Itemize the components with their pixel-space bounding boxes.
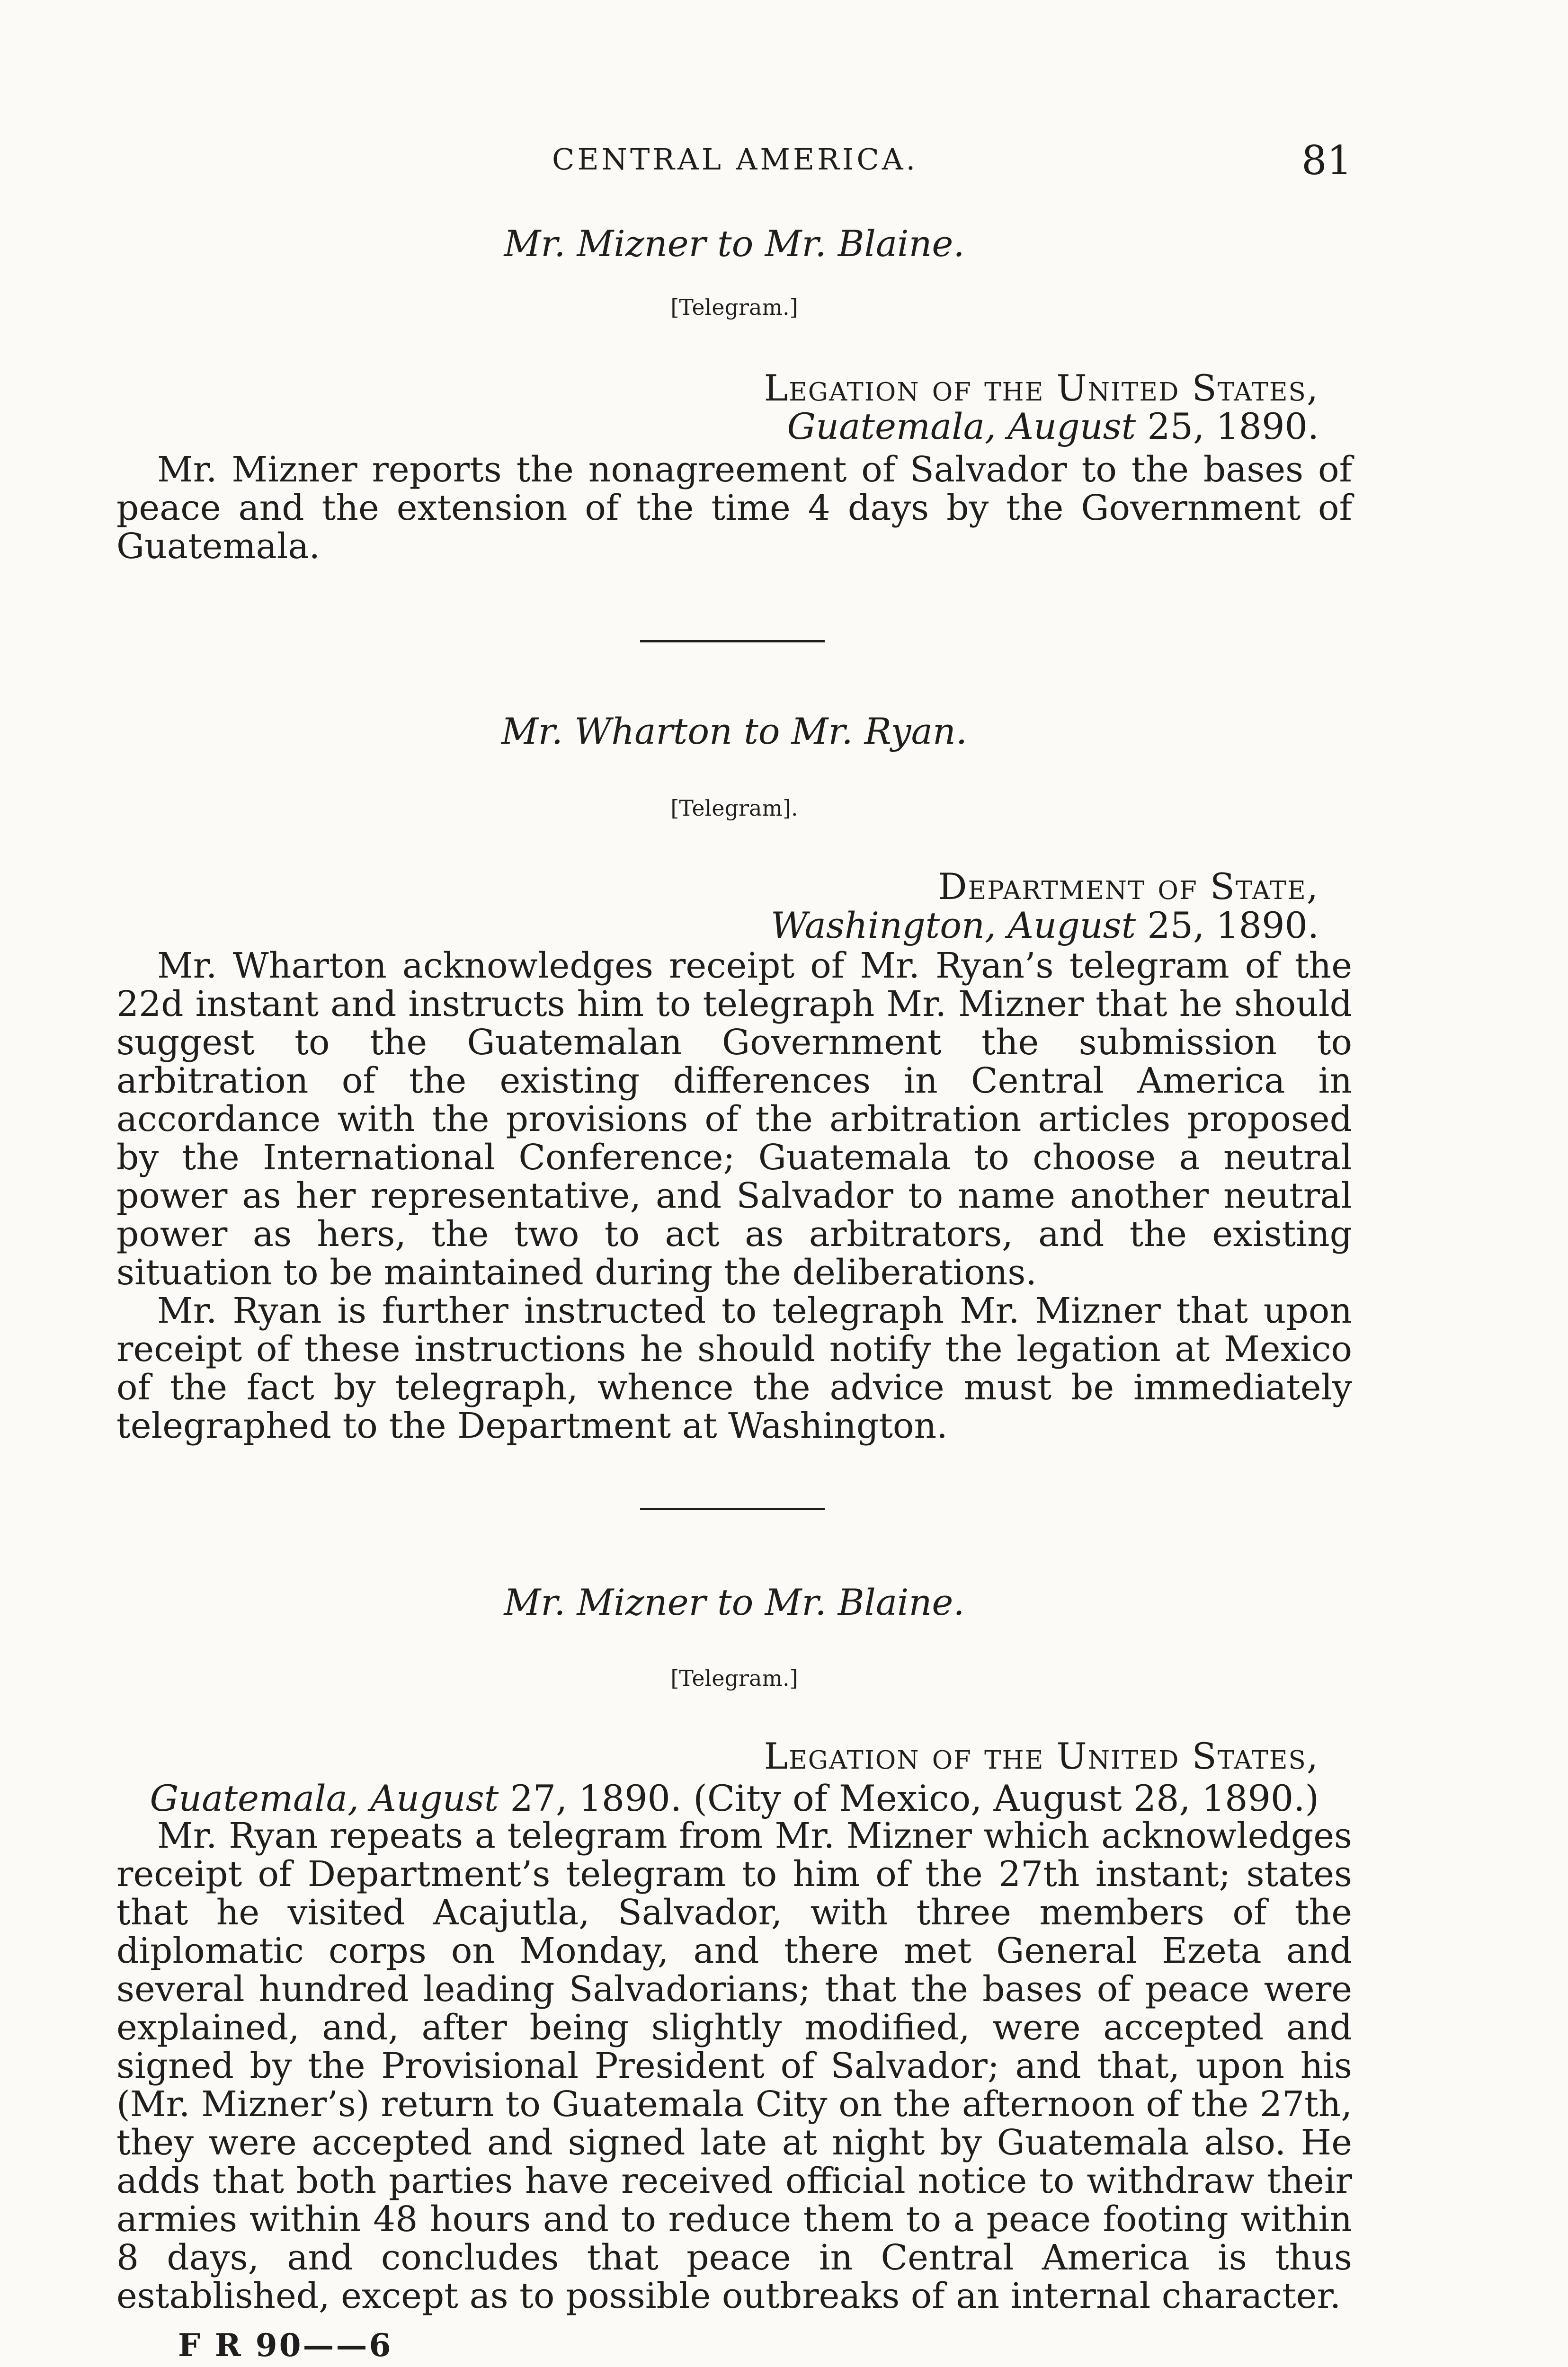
section-3-dateline-place-date xyxy=(116,1777,1319,1819)
section-divider xyxy=(640,640,825,642)
section-1-body xyxy=(116,451,1352,566)
section-3-dateline-date: 27, 1890. xyxy=(510,1777,682,1819)
section-2-telegram-tag: [Telegram]. xyxy=(670,795,798,821)
signature-mark: F R 90——6 xyxy=(178,2327,393,2364)
section-1-heading: Mr. Mizner to Mr. Blaine. xyxy=(504,222,965,265)
section-1-dateline-office: Legation of the United States, xyxy=(764,367,1319,409)
section-1-telegram-tag: [Telegram.] xyxy=(670,294,798,320)
section-3-body xyxy=(116,1817,1352,2315)
section-3-dateline xyxy=(116,1735,1319,1819)
section-2-dateline-office: Department of State, xyxy=(938,865,1319,908)
section-2-dateline-place: Washington, August xyxy=(771,904,1136,946)
page-number: 81 xyxy=(1301,137,1352,184)
section-3-dateline-extra: (City of Mexico, August 28, 1890.) xyxy=(693,1777,1319,1819)
section-2-paragraph: Mr. Wharton acknowledges receipt of Mr. Ryan’s telegram of the 22d instant and instructs him to telegraph Mr. Mizner that he should suggest to the Guatemalan Government the submission to arbitration of the existing differences in Central America in accordance with the provisions of the arbitration articles proposed by the International Conference; Guatemala to choose a neutral power as her representative, and Salvador to name another neutral power as hers, the two to act as arbitrators, and the existing situation to be maintained during the deliberations. xyxy=(116,945,1352,1293)
section-1-dateline-date: 25, 1890. xyxy=(1147,405,1319,447)
section-3-dateline-office: Legation of the United States, xyxy=(764,1735,1319,1777)
section-1-dateline-place: Guatemala, August xyxy=(787,405,1136,447)
section-3-paragraph: Mr. Ryan repeats a telegram from Mr. Mizner which acknowledges receipt of Department’s telegram to him of the 27th instant; states that he visited Acajutla, Salvador, with three members of the diplomatic corps on Monday, and there met General Ezeta and several hundred leading Salvadorians; that the bases of peace were explained, and, after being slightly modified, were accepted and signed by the Provisional President of Salvador; and that, upon his (Mr. Mizner’s) return to Guatemala City on the afternoon of the 27th, they were accepted and signed late at night by Guatemala also. He adds that both parties have received official notice to withdraw their armies within 48 hours and to reduce them to a peace footing within 8 days, and concludes that peace in Central America is thus established, except as to possible outbreaks of an internal character. xyxy=(116,1815,1352,2316)
section-divider xyxy=(640,1508,825,1510)
running-title: CENTRAL AMERICA. xyxy=(552,142,918,177)
section-3-telegram-tag: [Telegram.] xyxy=(670,1665,798,1691)
section-2-paragraph: Mr. Ryan is further instructed to telegraph Mr. Mizner that upon receipt of these instructions he should notify the legation at Mexico of the fact by telegraph, whence the advice must be immediately telegraphed to the Department at Washington. xyxy=(116,1290,1352,1446)
section-2-body xyxy=(116,947,1352,1445)
section-2-dateline-date: 25, 1890. xyxy=(1147,904,1319,946)
section-2-heading: Mr. Wharton to Mr. Ryan. xyxy=(501,710,968,752)
section-1-dateline-place-date xyxy=(116,405,1319,447)
section-3-heading: Mr. Mizner to Mr. Blaine. xyxy=(504,1581,965,1623)
section-3-dateline-place: Guatemala, August xyxy=(150,1777,499,1819)
section-2-dateline-place-date xyxy=(116,904,1319,946)
running-head xyxy=(116,137,1352,189)
section-1-paragraph: Mr. Mizner reports the nonagreement of Salvador to the bases of peace and the extension of the time 4 days by the Government of Guatemala. xyxy=(116,449,1352,567)
